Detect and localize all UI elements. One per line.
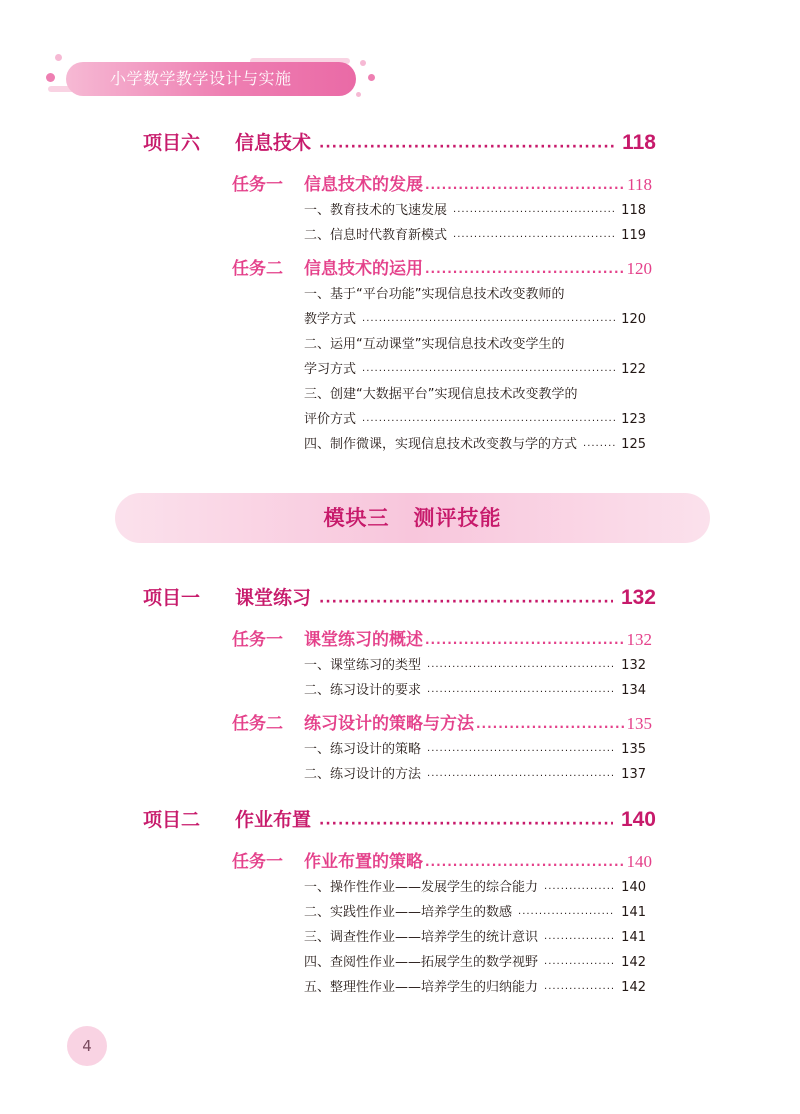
toc-item[interactable] bbox=[304, 308, 646, 327]
module-label: 模块三 bbox=[323, 506, 390, 530]
decor-dot bbox=[46, 73, 55, 82]
dot-leader bbox=[544, 934, 615, 945]
item-text: 一、练习设计的策略 bbox=[304, 742, 422, 757]
toc-item[interactable] bbox=[304, 901, 646, 920]
task-label: 任务二 bbox=[232, 259, 283, 279]
project-page: 118 bbox=[622, 131, 656, 154]
toc-project[interactable] bbox=[143, 128, 656, 155]
dot-leader bbox=[425, 636, 625, 650]
item-text: 评价方式 bbox=[304, 412, 357, 427]
dot-leader bbox=[425, 181, 625, 195]
dot-leader bbox=[319, 139, 614, 155]
toc-task[interactable] bbox=[232, 625, 652, 650]
task-label: 任务一 bbox=[232, 852, 283, 872]
page-number: 4 bbox=[82, 1037, 92, 1055]
project-label: 项目六 bbox=[143, 132, 201, 154]
task-page: 135 bbox=[626, 714, 652, 733]
toc-item[interactable] bbox=[304, 679, 646, 698]
dot-leader bbox=[425, 265, 625, 279]
dot-leader bbox=[518, 909, 615, 920]
toc-item[interactable] bbox=[304, 224, 646, 243]
item-text: 二、练习设计的要求 bbox=[304, 683, 422, 698]
project-title: 信息技术 bbox=[235, 132, 312, 154]
item-page: 142 bbox=[621, 955, 646, 970]
decor-dot bbox=[368, 74, 375, 81]
item-text: 四、制作微课，实现信息技术改变教与学的方式 bbox=[304, 437, 578, 452]
toc-item[interactable] bbox=[304, 876, 646, 895]
dot-leader bbox=[319, 816, 613, 832]
toc-item[interactable] bbox=[304, 976, 646, 995]
project-page: 140 bbox=[620, 808, 656, 831]
module-title: 测评技能 bbox=[413, 506, 502, 530]
project-page: 132 bbox=[620, 586, 656, 609]
dot-leader bbox=[583, 441, 615, 452]
dot-leader bbox=[427, 746, 615, 757]
toc-item[interactable] bbox=[304, 199, 646, 218]
task-title: 信息技术的运用 bbox=[304, 259, 423, 279]
task-label: 任务一 bbox=[232, 175, 283, 195]
item-text: 三、调查性作业——培养学生的统计意识 bbox=[304, 930, 539, 945]
item-page: 118 bbox=[621, 203, 646, 218]
dot-leader bbox=[453, 232, 615, 243]
dot-leader bbox=[427, 771, 615, 782]
item-page: 123 bbox=[621, 412, 646, 427]
toc-item[interactable] bbox=[304, 358, 646, 377]
toc-task[interactable] bbox=[232, 709, 652, 734]
item-text: 四、查阅性作业——拓展学生的数学视野 bbox=[304, 955, 539, 970]
project-label: 项目一 bbox=[143, 587, 201, 609]
dot-leader bbox=[453, 207, 615, 218]
item-page: 119 bbox=[621, 228, 646, 243]
item-page: 140 bbox=[621, 880, 646, 895]
dot-leader bbox=[362, 416, 615, 427]
item-page: 141 bbox=[621, 905, 646, 920]
dot-leader bbox=[476, 720, 625, 734]
task-page: 140 bbox=[626, 852, 652, 871]
task-page: 132 bbox=[626, 630, 652, 649]
dot-leader bbox=[544, 884, 615, 895]
toc-task[interactable] bbox=[232, 847, 652, 872]
item-text: 五、整理性作业——培养学生的归纳能力 bbox=[304, 980, 539, 995]
task-title: 课堂练习的概述 bbox=[304, 630, 423, 650]
toc-task[interactable] bbox=[232, 170, 652, 195]
item-text: 二、信息时代教育新模式 bbox=[304, 228, 448, 243]
task-title: 作业布置的策略 bbox=[304, 852, 423, 872]
toc-project[interactable] bbox=[143, 583, 656, 610]
dot-leader bbox=[544, 984, 615, 995]
item-text: 学习方式 bbox=[304, 362, 357, 377]
toc-task[interactable] bbox=[232, 254, 652, 279]
item-page: 135 bbox=[621, 742, 646, 757]
toc-project[interactable] bbox=[143, 805, 656, 832]
task-label: 任务一 bbox=[232, 630, 283, 650]
project-label: 项目二 bbox=[143, 809, 201, 831]
item-page: 132 bbox=[621, 658, 646, 673]
item-text: 二、实践性作业——培养学生的数感 bbox=[304, 905, 513, 920]
project-title: 课堂练习 bbox=[235, 587, 312, 609]
toc-item[interactable] bbox=[304, 738, 646, 757]
toc-item[interactable] bbox=[304, 951, 646, 970]
item-text: 一、教育技术的飞速发展 bbox=[304, 203, 448, 218]
task-title: 练习设计的策略与方法 bbox=[304, 714, 474, 734]
toc-item[interactable] bbox=[304, 654, 646, 673]
item-page: 120 bbox=[621, 312, 646, 327]
item-page: 134 bbox=[621, 683, 646, 698]
dot-leader bbox=[319, 594, 613, 610]
dot-leader bbox=[427, 662, 615, 673]
toc-item[interactable] bbox=[304, 926, 646, 945]
decor-dot bbox=[55, 54, 62, 61]
decor-dot bbox=[356, 92, 361, 97]
dot-leader bbox=[362, 316, 615, 327]
toc-item[interactable] bbox=[304, 408, 646, 427]
item-page: 137 bbox=[621, 767, 646, 782]
item-text: 一、课堂练习的类型 bbox=[304, 658, 422, 673]
item-page: 142 bbox=[621, 980, 646, 995]
item-text: 一、操作性作业——发展学生的综合能力 bbox=[304, 880, 539, 895]
task-page: 120 bbox=[626, 259, 652, 278]
task-page: 118 bbox=[627, 175, 652, 194]
task-title: 信息技术的发展 bbox=[304, 175, 423, 195]
item-page: 141 bbox=[621, 930, 646, 945]
decor-dot bbox=[360, 60, 366, 66]
toc-item[interactable] bbox=[304, 763, 646, 782]
item-text-line1: 二、运用“互动课堂”实现信息技术改变学生的 bbox=[304, 337, 565, 352]
item-text: 教学方式 bbox=[304, 312, 357, 327]
dot-leader bbox=[544, 959, 615, 970]
item-page: 122 bbox=[621, 362, 646, 377]
project-title: 作业布置 bbox=[235, 809, 312, 831]
module-heading[interactable] bbox=[115, 493, 710, 543]
item-text-line1: 三、创建“大数据平台”实现信息技术改变教学的 bbox=[304, 387, 578, 402]
book-title: 小学数学教学设计与实施 bbox=[110, 69, 292, 88]
dot-leader bbox=[362, 366, 615, 377]
dot-leader bbox=[425, 858, 625, 872]
toc-item[interactable] bbox=[304, 433, 646, 452]
dot-leader bbox=[427, 687, 615, 698]
item-page: 125 bbox=[621, 437, 646, 452]
item-text-line1: 一、基于“平台功能”实现信息技术改变教师的 bbox=[304, 287, 565, 302]
item-text: 二、练习设计的方法 bbox=[304, 767, 422, 782]
task-label: 任务二 bbox=[232, 714, 283, 734]
